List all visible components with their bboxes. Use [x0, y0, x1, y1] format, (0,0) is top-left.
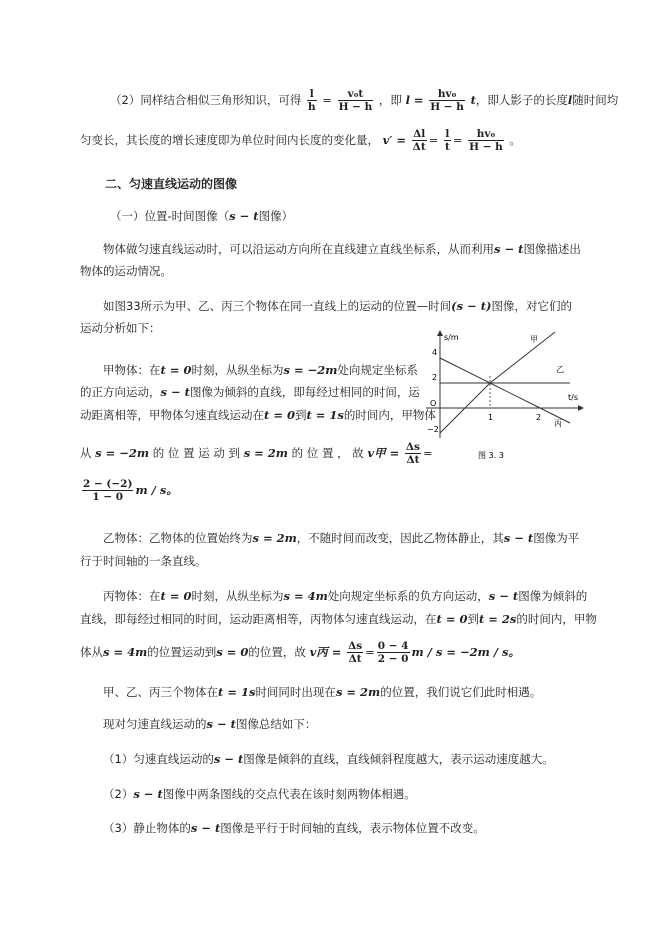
- math-expr: s − t: [133, 787, 163, 801]
- math-expr: s = 4m: [103, 645, 148, 659]
- math-expr: s − t: [190, 821, 221, 835]
- paragraph-growth-rate: 匀变长，其长度的增长速度即为单位时间内长度的变化量， v′ = $\frac{\Delta l}{\Delta t}$ = $\frac{l}{t}$ = $\frac{\text{hv₀}}{H - h}$ 。: [80, 128, 521, 153]
- text: 体从: [80, 645, 103, 659]
- denominator: H − h: [469, 141, 503, 153]
- text: ，即人影子的长度: [475, 93, 568, 107]
- figure-axes: [426, 330, 584, 438]
- text: 的时间内，甲物: [516, 612, 597, 626]
- paragraph-intro-line1: [103, 241, 581, 257]
- text: （一）位置-时间图像（: [110, 209, 230, 223]
- math-expr: s − t: [494, 242, 524, 256]
- y-tick-minus2: −2: [427, 425, 439, 434]
- fraction-dl-dt: [412, 128, 427, 153]
- series-label-bing: 丙: [554, 419, 562, 428]
- fraction-hv0-H-h: [468, 128, 504, 153]
- text: 的位置运动到: [147, 645, 217, 659]
- fraction-l-over-h: [307, 88, 317, 113]
- text: 图像是倾斜的直线，直线倾斜程度越大，表示运动速度越大。: [243, 752, 554, 766]
- math-expr: m / s = −2m / s。: [411, 645, 520, 659]
- text: 甲物体：在: [103, 363, 161, 377]
- paragraph-meeting: [103, 684, 541, 700]
- math-expr: s − t: [503, 531, 534, 545]
- text: 乙物体：乙物体的位置始终为: [103, 531, 253, 545]
- equals-sign: =: [365, 645, 375, 659]
- text: （2）同样结合相似三角形知识，可得: [110, 93, 302, 107]
- numerator: Δl: [413, 128, 426, 140]
- summary-item-1: [103, 751, 554, 767]
- bing-line3: [80, 640, 520, 665]
- numerator: hv₀: [468, 128, 504, 141]
- text: 图像中两条图线的交点代表在该时刻两物体相遇。: [162, 787, 416, 801]
- math-expr: s = −2m: [95, 446, 150, 460]
- text: 图像为平: [533, 531, 580, 545]
- jia-line3: [80, 407, 436, 423]
- math-expr: s = 4m: [283, 589, 328, 603]
- fraction-ds-dt: [347, 640, 363, 665]
- denominator: Δt: [406, 454, 420, 466]
- denominator: Δt: [348, 653, 362, 665]
- series-label-yi: 乙: [556, 365, 564, 374]
- summary-item-2: [103, 786, 416, 802]
- section-heading: 二、匀速直线运动的图像: [105, 177, 238, 191]
- text: 动距离相等，甲物体匀速直线运动在: [80, 408, 264, 422]
- paragraph-shadow-length: [110, 88, 618, 113]
- math-expr: l =: [405, 93, 424, 107]
- text: 到: [294, 408, 307, 422]
- fraction-v0t-over-H-h: [338, 88, 374, 113]
- math-expr: t = 0: [436, 612, 468, 626]
- equals-sign: =: [422, 446, 433, 460]
- text: 的时间内，甲物体: [343, 408, 436, 422]
- math-expr: v′ =: [382, 133, 407, 147]
- math-expr: (s − t): [451, 299, 492, 313]
- text: 时刻，从纵坐标为: [191, 363, 284, 377]
- text: 。: [509, 133, 521, 147]
- math-expr: s = −2m: [283, 363, 338, 377]
- text: 如图33所示为甲、乙、丙三个物体在同一直线上的运动的位置—时间: [103, 299, 452, 313]
- math-expr: t = 0: [160, 589, 192, 603]
- x-tick-1: 1: [488, 413, 494, 422]
- text: 匀变长，其长度的增长速度即为单位时间内长度的变化量，: [80, 133, 379, 147]
- paragraph-intro-line2: 物体的运动情况。: [80, 264, 172, 278]
- denominator: h: [307, 101, 316, 113]
- text: 的 位 置 运 动 到: [152, 446, 241, 460]
- text: 图像是平行于时间轴的直线，表示物体位置不改变。: [220, 821, 485, 835]
- math-expr: s − t: [206, 717, 236, 731]
- text: 丙物体：在: [103, 589, 161, 603]
- subsection-heading: [110, 208, 293, 224]
- figure-caption: 图 3. 3: [478, 451, 504, 460]
- y-tick-4: 4: [432, 348, 438, 357]
- math-expr: t: [470, 93, 476, 107]
- paragraph-figure-ref-line2: 运动分析如下：: [80, 321, 161, 335]
- bing-line1: [103, 588, 587, 604]
- math-expr: v丙 =: [309, 645, 342, 659]
- position-time-figure: [418, 328, 588, 468]
- text: 的位置，故: [248, 645, 306, 659]
- text: （1）匀速直线运动的: [103, 752, 214, 766]
- text: 图像为倾斜的: [518, 589, 588, 603]
- text: 的 位 置 ， 故: [291, 446, 364, 460]
- text: 图像描述出: [523, 242, 581, 256]
- math-expr: v甲 =: [367, 446, 400, 460]
- denominator: t: [444, 141, 450, 153]
- math-expr: s − t: [229, 209, 259, 223]
- text: ，即: [378, 93, 402, 107]
- x-tick-2: 2: [536, 413, 542, 422]
- paragraph-summary: [103, 716, 316, 732]
- math-expr: s − t: [160, 385, 190, 399]
- fraction-l-t: [444, 128, 451, 153]
- text: （3）静止物体的: [103, 821, 191, 835]
- numerator: v₀t: [338, 88, 374, 101]
- fraction-jia-velocity: [82, 478, 133, 503]
- x-axis-label: t/s: [568, 393, 578, 402]
- denominator: Δt: [412, 141, 426, 153]
- numerator: l: [307, 88, 317, 101]
- jia-line1: [103, 362, 418, 378]
- math-expr: m / s。: [135, 483, 178, 497]
- math-expr: t = 0: [160, 363, 192, 377]
- text: ，不随时间而改变，因此乙物体静止，其: [296, 531, 504, 545]
- y-axis-arrow: [437, 330, 443, 336]
- fraction-hv0-over-H-h: [429, 88, 465, 113]
- math-expr: s = 0: [216, 645, 249, 659]
- text: 图像，对它们的: [491, 299, 572, 313]
- jia-line5: [80, 478, 178, 503]
- math-expr: t = 1s: [306, 408, 344, 422]
- y-tick-2: 2: [432, 373, 438, 382]
- text: （2）: [103, 787, 134, 801]
- denominator: 2 − 0: [377, 653, 409, 665]
- math-expr: t = 2s: [478, 612, 517, 626]
- fraction-bing-velocity: [377, 640, 410, 665]
- text: 从: [80, 446, 92, 460]
- math-expr: s = 2m: [252, 531, 297, 545]
- denominator: 1 − 0: [92, 491, 124, 503]
- math-expr: t = 0: [264, 408, 295, 422]
- x-axis-arrow: [578, 405, 584, 411]
- bing-line2: [80, 611, 597, 627]
- text: 随时间均: [572, 93, 619, 107]
- text: 时刻，从纵坐标为: [191, 589, 284, 603]
- origin-label: O: [430, 399, 437, 408]
- figure-series: [440, 332, 570, 433]
- yi-line1: [103, 530, 579, 546]
- math-expr: s − t: [488, 589, 519, 603]
- text: 处向规定坐标系的负方向运动，: [327, 589, 489, 603]
- y-axis-label: s/m: [444, 333, 459, 342]
- denominator: H − h: [338, 101, 373, 113]
- jia-line2: [80, 384, 420, 400]
- text: 直线，即每经过相同的时间，运动距离相等，丙物体匀速直线运动，在: [80, 612, 437, 626]
- numerator: 0 − 4: [377, 640, 409, 652]
- text: 时间同时出现在: [255, 685, 336, 699]
- numerator: Δs: [405, 441, 420, 453]
- numerator: hv₀: [429, 88, 465, 101]
- text: 图像为倾斜的直线，即每经过相同的时间，运: [189, 385, 420, 399]
- text: 甲、乙、丙三个物体在: [103, 685, 218, 699]
- text: 图像总结如下：: [235, 717, 317, 731]
- numerator: 2 − (−2): [83, 478, 133, 490]
- series-label-jia: 甲: [530, 335, 538, 344]
- text: 的位置，我们说它们此时相遇。: [380, 685, 542, 699]
- text: 到: [467, 612, 479, 626]
- text: 图像）: [258, 209, 294, 223]
- summary-item-3: [103, 820, 485, 836]
- text: 现对匀速直线运动的: [103, 717, 207, 731]
- text: 的正方向运动，: [80, 385, 161, 399]
- math-expr: s = 2m: [243, 446, 288, 460]
- numerator: l: [445, 128, 450, 140]
- paragraph-figure-ref-line1: [103, 298, 572, 314]
- math-expr: s = 2m: [335, 685, 381, 699]
- math-expr: t = 1s: [218, 685, 256, 699]
- text: 物体做匀速直线运动时，可以沿运动方向所在直线建立直线坐标系，从而利用: [103, 242, 494, 256]
- jia-line4: [80, 441, 433, 466]
- numerator: Δs: [348, 640, 363, 652]
- math-expr: l: [567, 93, 573, 107]
- equals-sign: =: [322, 93, 332, 107]
- text: 处向规定坐标系: [337, 363, 418, 377]
- yi-line2: 行于时间轴的一条直线。: [80, 554, 207, 568]
- denominator: H − h: [430, 101, 464, 113]
- math-expr: s − t: [213, 752, 244, 766]
